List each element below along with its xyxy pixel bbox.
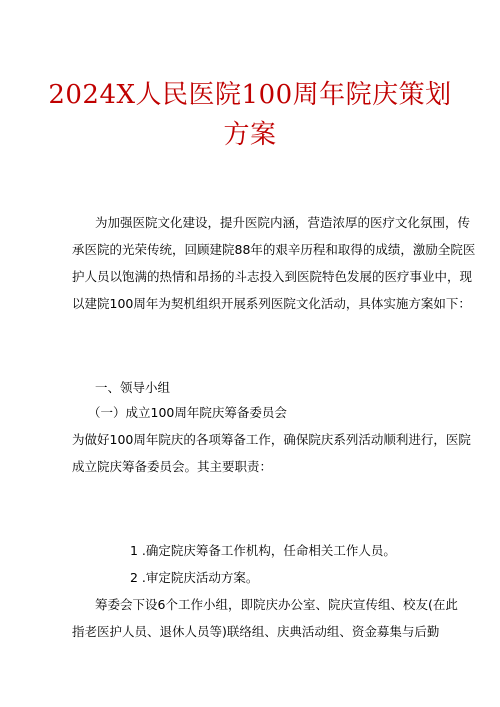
groups-line-1: 筹委会下设6个工作小组，即院庆办公室、院庆宣传组、校友(在此 [95, 597, 458, 612]
intro-line-1: 为加强医院文化建设，提升医院内涵，营造浓厚的医疗文化氛围，传 [95, 215, 471, 230]
groups-line-2: 指老医护人员、退休人员等)联络组、庆典活动组、资金募集与后勤 [72, 624, 440, 639]
document-title-line1: 2024X人民医院100周年院庆策划 [48, 80, 452, 110]
duty-item-2: 2 .审定院庆活动方案。 [130, 570, 259, 585]
section1-heading: 一、领导小组 [95, 380, 171, 395]
subsection1-body-line-2: 成立院庆筹备委员会。其主要职责： [72, 459, 273, 474]
subsection1-body-line-1: 为做好100周年院庆的各项筹备工作，确保院庆系列活动顺利进行，医院 [72, 432, 471, 447]
intro-line-2: 承医院的光荣传统，回顾建院88年的艰辛历程和取得的成绩，激励全院医 [72, 242, 476, 257]
intro-line-3: 护人员以饱满的热情和昂扬的斗志投入到医院特色发展的医疗事业中，现 [72, 269, 473, 284]
subsection1-heading: （一）成立100周年院庆筹备委员会 [88, 405, 287, 420]
intro-line-4: 以建院100周年为契机组织开展系列医院文化活动，具体实施方案如下： [72, 296, 471, 311]
duty-item-1: 1 .确定院庆筹备工作机构，任命相关工作人员。 [130, 543, 396, 558]
document-title-line2: 方案 [223, 120, 277, 150]
